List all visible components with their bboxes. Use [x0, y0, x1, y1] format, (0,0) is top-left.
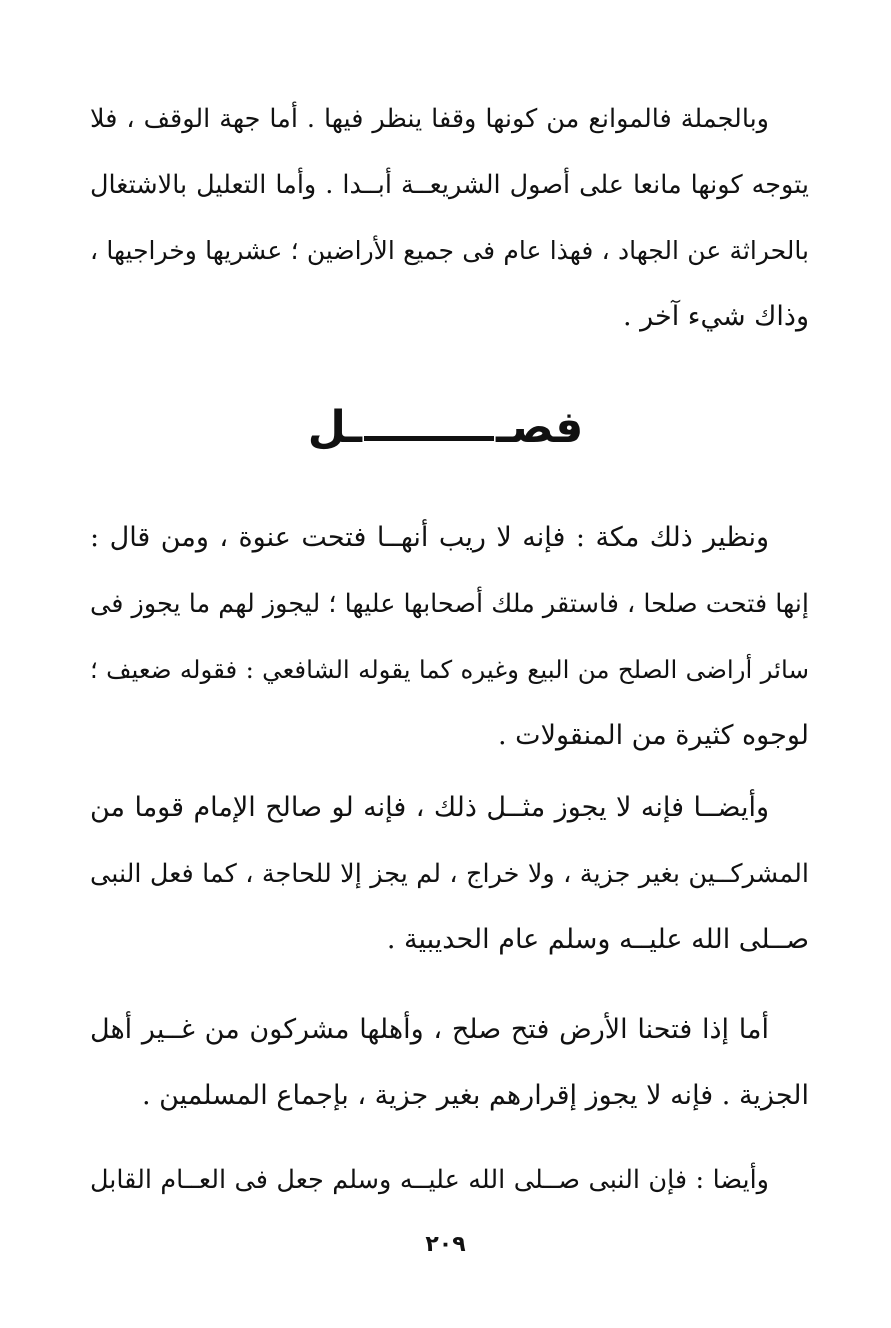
text-line: يتوجه كونها مانعا على أصول الشريعــة أبــدا . وأما التعليل بالاشتغال: [90, 170, 809, 200]
section-heading-end: ـل: [307, 402, 363, 453]
page-number: ٢٠٩: [425, 1232, 466, 1257]
text-line: أما إذا فتحنا الأرض فتح صلح ، وأهلها مشركون من غــير أهل: [90, 1014, 769, 1045]
paragraph-4: [90, 997, 809, 1129]
text-line: وأيضــا فإنه لا يجوز مثــل ذلك ، فإنه لو صالح الإمام قوما من: [90, 792, 769, 823]
text-line: صــلى الله عليــه وسلم عام الحديبية .: [386, 924, 809, 955]
text-line: وذاك شيء آخر .: [622, 301, 809, 332]
paragraph-3: [90, 775, 809, 973]
text-line: إنها فتحت صلحا ، فاستقر ملك أصحابها عليها ؛ ليجوز لهم ما يجوز فى: [90, 589, 809, 619]
text-line: بالحراثة عن الجهاد ، فهذا عام فى جميع الأراضين ؛ عشريها وخراجيها ،: [90, 236, 809, 265]
text-line: الجزية . فإنه لا يجوز إقرارهم بغير جزية ، بإجماع المسلمين .: [141, 1080, 809, 1111]
heading-kashida-stroke: [364, 436, 494, 441]
section-heading-start: فصـ: [496, 402, 584, 453]
section-heading: [0, 398, 891, 458]
text-line: لوجوه كثيرة من المنقولات .: [498, 720, 809, 751]
text-line: المشركــين بغير جزية ، ولا خراج ، لم يجز إلا للحاجة ، كما فعل النبى: [90, 859, 809, 889]
text-line: سائر أراضى الصلح من البيع وغيره كما يقوله الشافعي : فقوله ضعيف ؛: [90, 655, 809, 684]
text-line: وأيضا : فإن النبى صــلى الله عليــه وسلم جعل فى العــام القابل: [90, 1165, 769, 1195]
paragraph-5: [90, 1147, 809, 1213]
paragraph-1: [90, 86, 809, 350]
paragraph-2: [90, 505, 809, 769]
text-line: ونظير ذلك مكة : فإنه لا ريب أنهــا فتحت عنوة ، ومن قال :: [90, 522, 769, 553]
text-line: وبالجملة فالموانع من كونها وقفا ينظر فيها . أما جهة الوقف ، فلا: [90, 104, 769, 134]
